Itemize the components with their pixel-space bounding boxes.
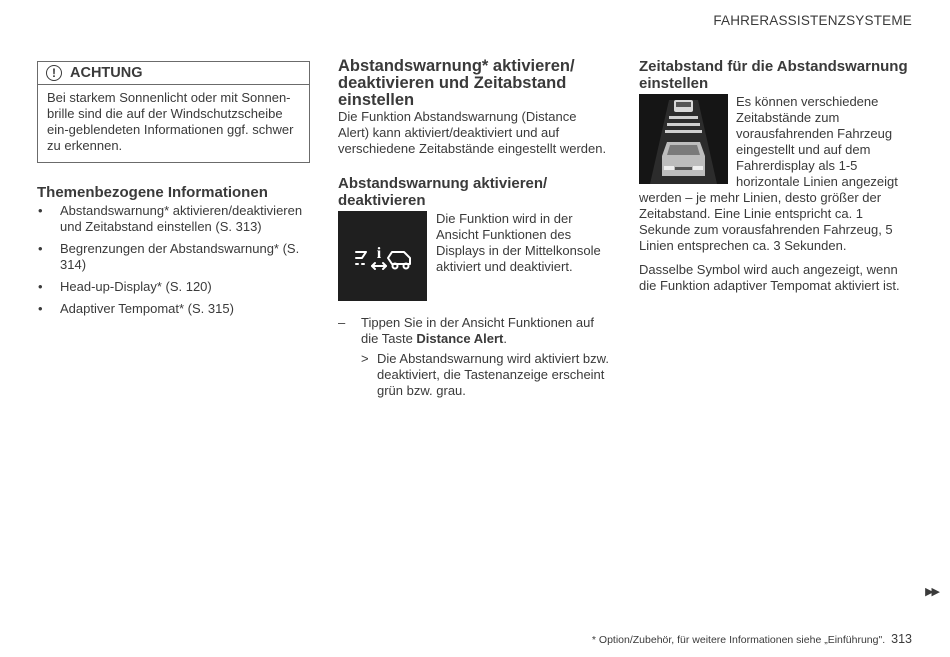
instruction-step — [338, 315, 610, 347]
step-text-pre: Tippen Sie in der Ansicht Funktionen auf die Taste — [361, 315, 594, 346]
right-text-2: Dasselbe Symbol wird auch angezeigt, wenn die Funktion adaptiver Tempomat aktiviert ist. — [639, 262, 900, 293]
related-link-3[interactable]: • Head-up-Display* (S. 120) — [37, 279, 310, 295]
right-section — [639, 94, 914, 254]
sub-text: Die Funktion wird in der Ansicht Funktionen des Displays in der Mittelkonsole aktiviert und deaktiviert. — [436, 211, 601, 274]
warning-header — [38, 62, 309, 85]
driver-display-image — [639, 94, 728, 184]
related-title: Themenbezogene Informationen — [37, 184, 268, 201]
step-dash: – — [338, 315, 346, 330]
right-column — [639, 58, 914, 294]
section-header: FAHRERASSISTENZSYSTEME — [713, 13, 912, 28]
warning-text: Bei starkem Sonnenlicht oder mit Sonnen-brille sind die auf der Windschutzscheibe ein-geblendeten Informationen ggf. schwer zu erkennen. — [47, 90, 294, 153]
main-intro: Die Funktion Abstandswarnung (Distance Alert) kann aktiviert/deaktiviert und auf verschiedene Zeitabstände eingestellt werden. — [338, 109, 607, 156]
right-title: Zeitabstand für die Abstandswarnung einstellen — [639, 58, 908, 92]
svg-text:i: i — [376, 245, 381, 262]
main-title: Abstandswarnung* aktivieren/ deaktivieren und Zeitabstand einstellen — [338, 57, 575, 109]
result-text: Die Abstandswarnung wird aktiviert bzw. deaktiviert, die Tastenanzeige erscheint grün bzw. grau. — [377, 351, 609, 398]
distance-alert-icon — [352, 236, 414, 276]
sub-section — [338, 211, 610, 305]
related-link-1[interactable]: • Abstandswarnung* aktivieren/deaktivieren und Zeitabstand einstellen (S. 313) — [37, 203, 310, 235]
instruction-result — [338, 351, 610, 399]
sub-title: Abstandswarnung aktivieren/ deaktivieren — [338, 175, 548, 209]
footer-note: * Option/Zubehör, für weitere Informationen siehe „Einführung". — [591, 634, 886, 646]
distance-alert-label: Distance Alert — [416, 331, 504, 346]
related-link-4[interactable]: • Adaptiver Tempomat* (S. 315) — [37, 301, 310, 317]
related-link-2[interactable]: • Begrenzungen der Abstandswarnung* (S. 314) — [37, 241, 310, 273]
right-text-1: Es können verschiedene Zeitabstände zum vorausfahrenden Fahrzeug eingestellt und auf dem Fahrerdisplay als 1-5 horizontale Linien angezeigt werden – je mehr Linien, desto größer der Zeitabstand. Eine Linie entspricht ca. 1 Sekunde zum vorausfahrenden Fahrzeug, 5 Linien entsprechen ca. 3 Sekunden. — [639, 94, 898, 253]
warning-box — [37, 61, 310, 163]
left-column — [37, 58, 310, 323]
distance-alert-button-image — [338, 211, 427, 301]
page-number: 313 — [891, 632, 912, 646]
footer — [592, 632, 912, 646]
time-gap-display-graphic — [639, 94, 728, 184]
related-list — [37, 203, 310, 317]
result-mark: > — [361, 351, 369, 366]
fast-forward-icon[interactable]: ▶▶ — [925, 586, 938, 598]
step-text-post: . — [503, 331, 507, 346]
middle-column — [338, 58, 610, 399]
warning-icon: ! — [46, 65, 62, 81]
warning-title: ACHTUNG — [70, 65, 143, 81]
